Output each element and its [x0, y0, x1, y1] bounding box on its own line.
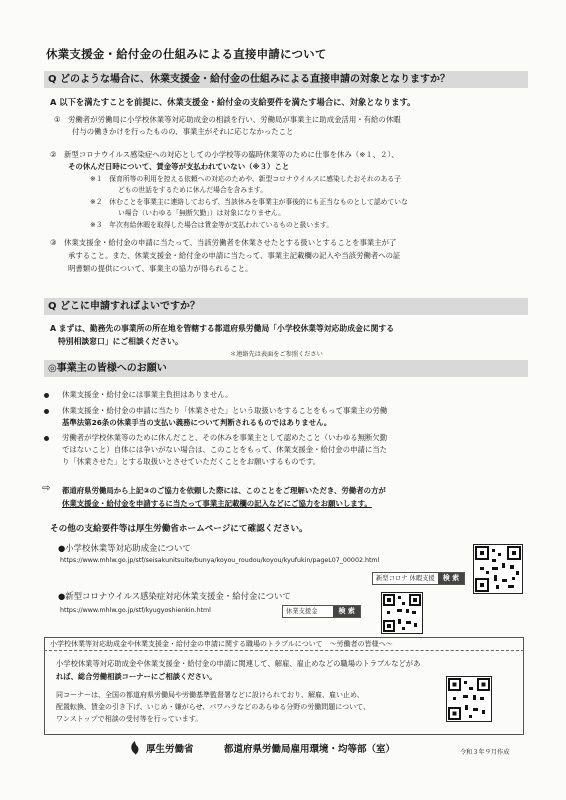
- item-3-line-3: 明書類の提供について、事業主の協力が得られること。: [68, 264, 253, 273]
- search-button[interactable]: 検 索: [333, 606, 359, 617]
- qr-code-2: [381, 592, 423, 634]
- search-query: 新型コロナ 休暇支援: [376, 575, 435, 582]
- search-box-2[interactable]: [282, 605, 361, 618]
- trouble-p2-line-3: ワンストップで相談の受付等を行っています。: [56, 715, 203, 723]
- employer-bullet-3-line-3: り「休業させた」とする取扱いとさせていただくことをお願いするものです。: [62, 457, 321, 466]
- link-2-title: ●新型コロナウイルス感染症対応休業支援金・給付金について: [58, 591, 291, 601]
- link-2-url[interactable]: https://www.mhlw.go.jp/stf/kyugyoshienkin.html: [60, 607, 211, 614]
- qr-code-1: [473, 544, 523, 594]
- arrow-icon: ⇨: [42, 483, 51, 494]
- item-1-line-1: ① 労働者が労働局に小学校休業等対応助成金の相談を行い、労働局が事業主に助成金活用・有給の休暇: [54, 115, 401, 124]
- qr-code-3: [446, 676, 492, 722]
- answer-1: A 以下を満たすことを前提に、休業支援金・給付金の支給要件を満たす場合に、対象となります。: [50, 97, 416, 107]
- employer-arrow-line-1: 都道府県労働局から上記③のご協力を依頼した際には、このことをご理解いただき、労働者の方が: [62, 486, 386, 495]
- trouble-p2-line-1: 同コーナーは、全国の都道府県労働局や労働基準監督署などに設けられており、解雇、雇い止め、: [56, 691, 364, 699]
- trouble-p1-line-1: 小学校休業等対応助成金や休業支援金・給付金の申請に関連して、解雇、雇止めなどの職場のトラブルなどがあ: [56, 659, 421, 668]
- search-query: 休業支援金: [286, 608, 318, 615]
- item-2-line-2: その休んだ日時について、賃金等が支払われていない（※３）こと: [68, 162, 290, 171]
- link-1-url[interactable]: https://www.mhlw.go.jp/stf/seisakunitsuite/bunya/koyou_roudou/koyou/kyufukin/pageL07_00002.html: [60, 557, 380, 564]
- item-1-line-2: 付与の働きかけを行ったものの、事業主がそれに応じなかったこと: [72, 127, 294, 136]
- note-3: ※３ 年次有給休暇を取得した場合は賃金等が支払われているものと扱います。: [90, 221, 334, 229]
- bullet-dot: [44, 436, 49, 441]
- creation-date: 令和３年９月作成: [460, 749, 510, 756]
- search-button[interactable]: 検 索: [438, 573, 464, 584]
- employer-bullet-3-line-2: ではないこと）自体には争いがない場合は、このことをもって、休業支援金・給付金の申請に当た: [62, 445, 388, 454]
- employer-heading: ◎事業主の皆様へのお願い: [44, 360, 528, 377]
- bullet-dot: [44, 409, 49, 414]
- employer-arrow-line-2: 休業支援金・給付金を申請するに当たって事業主記載欄の記入などにご協力をお願いします。: [62, 499, 372, 508]
- employer-bullet-2-line-2: 基準法第26条の休業手当の支払い義務について判断されるものではありません。: [62, 418, 332, 427]
- trouble-heading: 小学校休業等対応助成金や休業支援金・給付金の申請に関する職場のトラブルについて ～労働者の皆様へ～: [50, 640, 393, 648]
- employer-bullet-2-line-1: 休業支援金・給付金の申請に当たり「休業させた」という取扱いをすることをもって事業主の労働: [62, 406, 388, 415]
- ministry-logo-icon: [128, 740, 142, 756]
- bureau-name: 都道府県労働局雇用環境・均等部（室）: [224, 744, 396, 755]
- note-1-line-2: どもの世話をするために休んだ場合を含みます。: [118, 186, 267, 194]
- bullet-dot: [44, 393, 49, 398]
- note-1-line-1: ※１ 保育所等の利用を控える依頼への対応のためや、新型コロナウイルスに感染したおそれのある子: [90, 175, 402, 183]
- trouble-p2-line-2: 配置転換、賃金の引き下げ、いじめ・嫌がらせ、パワハラなどのあらゆる分野の労働問題について、: [56, 703, 371, 711]
- trouble-p1-line-2: れば、総合労働相談コーナーにご相談ください。: [56, 672, 217, 681]
- item-2-line-1: ② 新型コロナウイルス感染症への対応としての小学校等の臨時休業等のために仕事を休み（※１、２）、: [50, 150, 399, 159]
- question-2-bar: Q どこに申請すればよいですか？: [44, 298, 528, 315]
- item-3-line-1: ③ 休業支援金・給付金の申請に当たって、当該労働者を休業させたとする扱いとすることを事業主が了: [50, 238, 397, 247]
- contact-note: ＊連絡先は表面をご参照ください: [230, 351, 323, 358]
- question-1-bar: Q どのような場合に、休業支援金・給付金の仕組みによる直接申請の対象となりますか？: [44, 71, 528, 88]
- search-box-1[interactable]: [372, 572, 465, 585]
- employer-bullet-3-line-1: 労働者が学校休業等のために休んだこと、その休みを事業主として認めたこと（いわゆる無断欠勤: [62, 433, 388, 442]
- ministry-name: 厚生労働省: [146, 744, 194, 755]
- other-heading: その他の支給要件等は厚生労働省ホームページにて確認ください。: [50, 524, 308, 534]
- note-2-line-2: い場合（いわゆる「無断欠勤」）は対象になりません。: [118, 209, 285, 217]
- note-2-line-1: ※２ 休むことを事業主に連絡しておらず、当該休みを事業主が事後的にも正当なものとして認めていな: [90, 198, 408, 206]
- answer-2-line-2: 特別相談窓口」にご相談ください。: [58, 337, 183, 346]
- employer-bullet-1: 休業支援金・給付金には事業主負担はありません。: [62, 390, 233, 399]
- page-title: 休業支援金・給付金の仕組みによる直接申請について: [46, 47, 327, 61]
- item-3-line-2: 承すること。また、休業支援金・給付金の申請に当たって、事業主記載欄の記入や当該労働者への証: [68, 251, 401, 260]
- link-1-title: ●小学校休業等対応助成金について: [58, 543, 191, 553]
- answer-2-line-1: A まずは、勤務先の事業所の所在地を管轄する都道府県労働局「小学校休業等対応助成金に関する: [50, 324, 395, 333]
